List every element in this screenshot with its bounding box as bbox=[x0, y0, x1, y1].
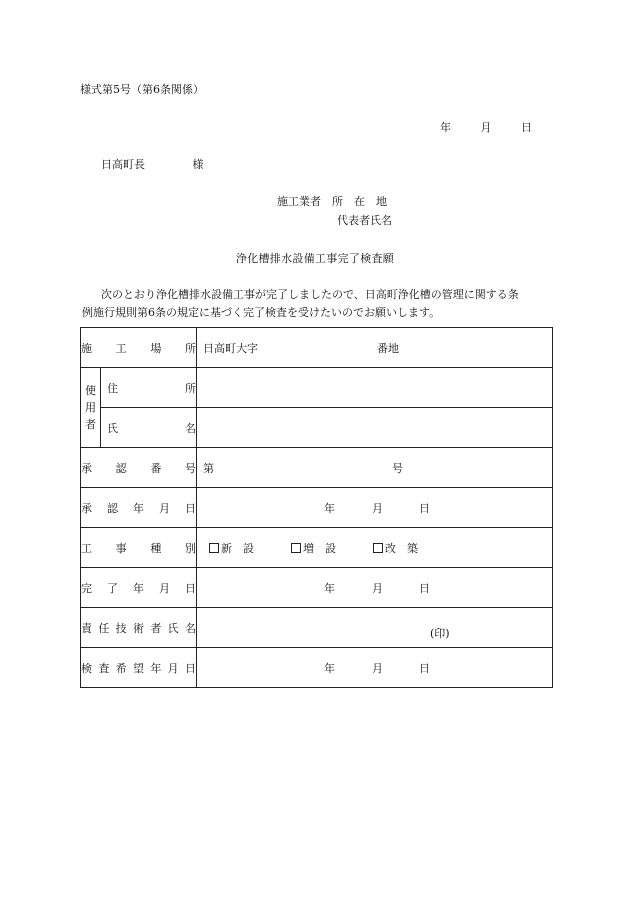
row-inspection-date bbox=[81, 648, 553, 688]
row-construction-site bbox=[81, 328, 553, 368]
addressee-name: 日高町長 bbox=[101, 158, 145, 171]
site-suffix: 番地 bbox=[377, 341, 399, 355]
inspection-date-field[interactable]: 年 月 日 bbox=[197, 648, 553, 688]
completion-date-label: 完 了 年 月 日 bbox=[81, 568, 197, 608]
site-prefix: 日高町大字 bbox=[203, 341, 258, 355]
contractor-address-label: 施工業者 所 在 地 bbox=[277, 195, 387, 208]
request-line-2: 例施行規則第6条の規定に基づく完了検査を受けたいのでお願いします。 bbox=[82, 306, 441, 319]
approval-number-prefix: 第 bbox=[203, 461, 214, 475]
work-type-rebuild-checkbox[interactable]: 改 築 bbox=[373, 540, 418, 556]
row-user-address bbox=[81, 368, 553, 408]
date-year-label: 年 bbox=[440, 121, 451, 134]
row-approval-number bbox=[81, 448, 553, 488]
row-approval-date bbox=[81, 488, 553, 528]
construction-site-field[interactable] bbox=[197, 328, 553, 368]
user-address-field[interactable] bbox=[197, 368, 553, 408]
approval-number-field[interactable] bbox=[197, 448, 553, 488]
request-line-1: 次のとおり浄化槽排水設備工事が完了しましたので、日高町浄化槽の管理に関する条 bbox=[101, 288, 519, 301]
chief-engineer-label: 責 任 技 術 者 氏 名 bbox=[81, 608, 197, 648]
row-completion-date bbox=[81, 568, 553, 608]
request-statement bbox=[82, 286, 552, 322]
approval-date-label: 承 認 年 月 日 bbox=[81, 488, 197, 528]
form-number: 様式第5号（第6条関係） bbox=[80, 83, 204, 96]
user-name-field[interactable] bbox=[197, 408, 553, 448]
completion-date-field[interactable]: 年 月 日 bbox=[197, 568, 553, 608]
approval-number-suffix: 号 bbox=[392, 461, 403, 475]
construction-site-label: 施 工 場 所 bbox=[81, 328, 197, 368]
approval-number-label: 承 認 番 号 bbox=[81, 448, 197, 488]
user-label: 使 用 者 bbox=[81, 368, 101, 448]
representative-name-label: 代表者氏名 bbox=[337, 214, 392, 227]
addressee bbox=[101, 156, 204, 172]
date-month-label: 月 bbox=[480, 121, 492, 134]
work-type-expansion-checkbox[interactable]: 増 設 bbox=[291, 540, 336, 556]
submission-date bbox=[440, 119, 532, 135]
addressee-honorific: 様 bbox=[192, 158, 204, 171]
row-user-name bbox=[81, 408, 553, 448]
seal-mark: (印) bbox=[430, 626, 450, 640]
chief-engineer-field[interactable] bbox=[197, 608, 553, 648]
date-day-label: 日 bbox=[521, 121, 532, 134]
work-type-new-checkbox[interactable]: 新 設 bbox=[209, 540, 254, 556]
row-chief-engineer bbox=[81, 608, 553, 648]
work-type-field bbox=[197, 528, 553, 568]
approval-date-field[interactable]: 年 月 日 bbox=[197, 488, 553, 528]
row-work-type bbox=[81, 528, 553, 568]
user-name-label: 氏 名 bbox=[101, 408, 197, 448]
document-title: 浄化槽排水設備工事完了検査願 bbox=[235, 252, 395, 265]
application-form-table bbox=[80, 327, 553, 688]
user-address-label: 住 所 bbox=[101, 368, 197, 408]
work-type-label: 工 事 種 別 bbox=[81, 528, 197, 568]
inspection-date-label: 検 査 希 望 年 月 日 bbox=[81, 648, 197, 688]
